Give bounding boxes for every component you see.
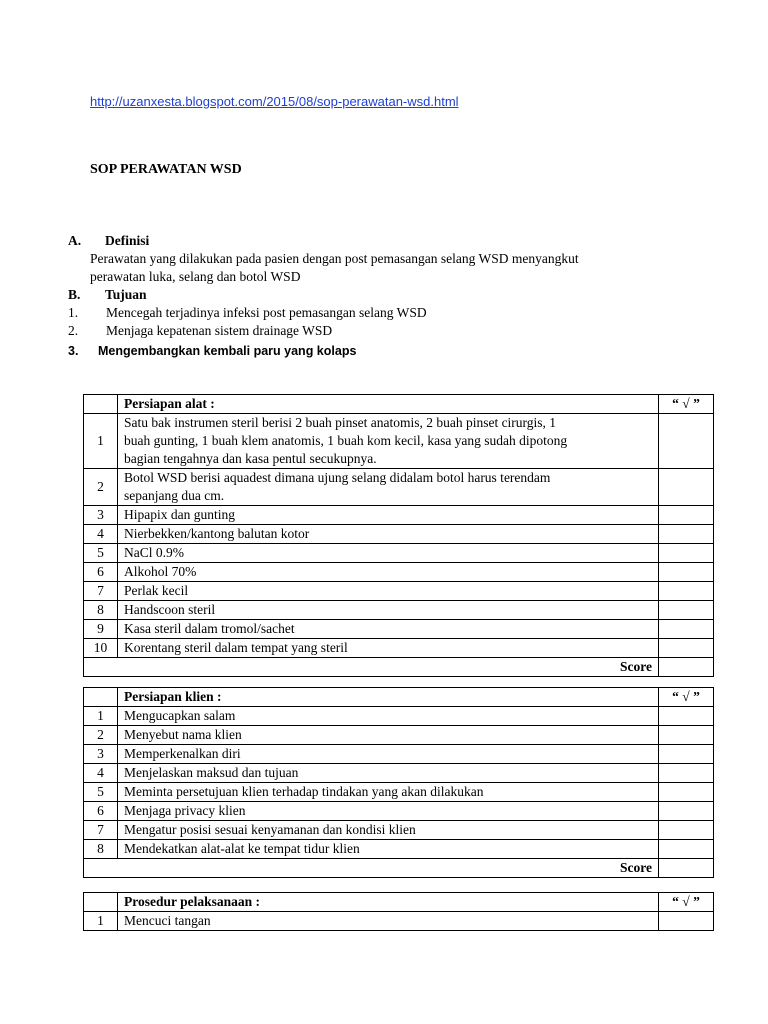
paragraph-line: perawatan luka, selang dan botol WSD [90, 269, 301, 284]
header-number-cell [84, 893, 118, 912]
row-check-cell[interactable] [659, 563, 714, 582]
section-heading-text: Tujuan [105, 287, 147, 302]
row-description-line: NaCl 0.9% [124, 545, 184, 560]
table-row [84, 601, 714, 620]
row-description-line: Handscoon steril [124, 602, 216, 617]
row-description [118, 544, 659, 563]
header-title-cell: Prosedur pelaksanaan : [118, 893, 659, 912]
row-description-line: Botol WSD berisi aquadest dimana ujung selang didalam botol harus terendam [124, 470, 551, 485]
section-heading-text: Definisi [105, 233, 150, 248]
table-row [84, 707, 714, 726]
score-label: Score [84, 859, 659, 878]
row-number: 1 [84, 414, 118, 469]
item-number: 2. [68, 323, 79, 338]
row-check-cell[interactable] [659, 912, 714, 931]
table-row [84, 764, 714, 783]
section-letter: A. [68, 233, 82, 248]
row-check-cell[interactable] [659, 745, 714, 764]
table-row [84, 544, 714, 563]
row-description [118, 525, 659, 544]
row-description-line: Hipapix dan gunting [124, 507, 235, 522]
row-description-line: sepanjang dua cm. [124, 488, 225, 503]
section-definisi-heading [68, 232, 668, 250]
table-persiapan-klien [83, 687, 714, 878]
item-text: Mengembangkan kembali paru yang kolaps [98, 344, 357, 358]
table-row [84, 563, 714, 582]
row-description [118, 582, 659, 601]
row-number: 2 [84, 469, 118, 506]
definisi-paragraph [68, 250, 668, 286]
row-description [118, 707, 659, 726]
row-description [118, 563, 659, 582]
row-description [118, 764, 659, 783]
row-description [118, 745, 659, 764]
table-row [84, 802, 714, 821]
row-number: 3 [84, 506, 118, 525]
header-number-cell [84, 688, 118, 707]
row-number: 5 [84, 544, 118, 563]
row-description-line: Korentang steril dalam tempat yang steril [124, 640, 348, 655]
table-row [84, 469, 714, 506]
row-description [118, 469, 659, 506]
tujuan-item [68, 322, 668, 340]
row-number: 2 [84, 726, 118, 745]
tujuan-item [68, 342, 668, 360]
table-row [84, 582, 714, 601]
row-check-cell[interactable] [659, 707, 714, 726]
row-description-line: Kasa steril dalam tromol/sachet [124, 621, 295, 636]
table-prosedur-pelaksanaan [83, 892, 714, 931]
table-row [84, 745, 714, 764]
header-title-cell: Persiapan klien : [118, 688, 659, 707]
table-row [84, 525, 714, 544]
row-description-line: Nierbekken/kantong balutan kotor [124, 526, 310, 541]
row-check-cell[interactable] [659, 582, 714, 601]
row-check-cell[interactable] [659, 764, 714, 783]
score-label: Score [84, 658, 659, 677]
row-number: 6 [84, 802, 118, 821]
row-check-cell[interactable] [659, 620, 714, 639]
item-number: 3. [68, 344, 79, 358]
table-persiapan-alat [83, 394, 714, 677]
row-description-line: Mencuci tangan [124, 913, 211, 928]
table-row [84, 726, 714, 745]
row-description [118, 620, 659, 639]
source-link[interactable]: http://uzanxesta.blogspot.com/2015/08/sop-perawatan-wsd.html [90, 94, 459, 109]
header-number-cell [84, 395, 118, 414]
row-number: 8 [84, 840, 118, 859]
section-letter: B. [68, 287, 81, 302]
tujuan-item [68, 304, 668, 322]
table-row [84, 783, 714, 802]
table-row [84, 620, 714, 639]
row-check-cell[interactable] [659, 525, 714, 544]
table-row [84, 506, 714, 525]
item-number: 1. [68, 305, 79, 320]
row-check-cell[interactable] [659, 639, 714, 658]
table-row [84, 840, 714, 859]
row-check-cell[interactable] [659, 506, 714, 525]
table-header-row [84, 395, 714, 414]
row-description [118, 414, 659, 469]
row-number: 1 [84, 912, 118, 931]
score-row [84, 658, 714, 677]
row-check-cell[interactable] [659, 802, 714, 821]
table-row [84, 912, 714, 931]
row-description [118, 726, 659, 745]
row-description [118, 821, 659, 840]
row-description-line: Menjelaskan maksud dan tujuan [124, 765, 299, 780]
row-description-line: Mendekatkan alat-alat ke tempat tidur klien [124, 841, 360, 856]
table-row [84, 414, 714, 469]
row-number: 5 [84, 783, 118, 802]
row-description-line: Perlak kecil [124, 583, 189, 598]
row-description-line: Alkohol 70% [124, 564, 197, 579]
row-number: 6 [84, 563, 118, 582]
row-check-cell[interactable] [659, 601, 714, 620]
table-row [84, 639, 714, 658]
row-number: 4 [84, 525, 118, 544]
section-tujuan-heading [68, 286, 668, 304]
row-description [118, 601, 659, 620]
row-number: 7 [84, 582, 118, 601]
row-number: 9 [84, 620, 118, 639]
row-number: 1 [84, 707, 118, 726]
section-definisi [68, 232, 668, 286]
row-description-line: Mengatur posisi sesuai kenyamanan dan kondisi klien [124, 822, 416, 837]
item-text: Menjaga kepatenan sistem drainage WSD [106, 323, 333, 338]
page-title: SOP PERAWATAN WSD [90, 162, 242, 177]
row-description-line: Memperkenalkan diri [124, 746, 241, 761]
row-check-cell[interactable] [659, 544, 714, 563]
header-check-cell: “ √ ” [659, 688, 714, 707]
section-tujuan [68, 286, 668, 360]
item-text: Mencegah terjadinya infeksi post pemasangan selang WSD [106, 305, 427, 320]
row-number: 4 [84, 764, 118, 783]
row-description [118, 802, 659, 821]
row-description-line: bagian tengahnya dan kasa pentul secukupnya. [124, 451, 377, 466]
row-check-cell[interactable] [659, 726, 714, 745]
table-header-row [84, 893, 714, 912]
row-check-cell[interactable] [659, 414, 714, 469]
row-number: 10 [84, 639, 118, 658]
row-description [118, 506, 659, 525]
row-description-line: Mengucapkan salam [124, 708, 236, 723]
row-description [118, 840, 659, 859]
row-description [118, 912, 659, 931]
row-description-line: Meminta persetujuan klien terhadap tindakan yang akan dilakukan [124, 784, 484, 799]
table-header-row [84, 688, 714, 707]
row-description-line: buah gunting, 1 buah klem anatomis, 1 buah kom kecil, kasa yang sudah dipotong [124, 433, 568, 448]
table-row [84, 821, 714, 840]
row-description-line: Menjaga privacy klien [124, 803, 246, 818]
header-title-cell: Persiapan alat : [118, 395, 659, 414]
row-description [118, 783, 659, 802]
row-description-line: Satu bak instrumen steril berisi 2 buah pinset anatomis, 2 buah pinset cirurgis, 1 [124, 415, 557, 430]
score-value-cell[interactable] [659, 658, 714, 677]
header-check-cell: “ √ ” [659, 395, 714, 414]
row-description-line: Menyebut nama klien [124, 727, 242, 742]
row-number: 8 [84, 601, 118, 620]
row-description [118, 639, 659, 658]
score-value-cell[interactable] [659, 859, 714, 878]
row-check-cell[interactable] [659, 821, 714, 840]
score-row [84, 859, 714, 878]
row-number: 3 [84, 745, 118, 764]
row-number: 7 [84, 821, 118, 840]
row-check-cell[interactable] [659, 840, 714, 859]
header-check-cell: “ √ ” [659, 893, 714, 912]
row-check-cell[interactable] [659, 783, 714, 802]
row-check-cell[interactable] [659, 469, 714, 506]
paragraph-line: Perawatan yang dilakukan pada pasien dengan post pemasangan selang WSD menyangkut [90, 251, 579, 266]
